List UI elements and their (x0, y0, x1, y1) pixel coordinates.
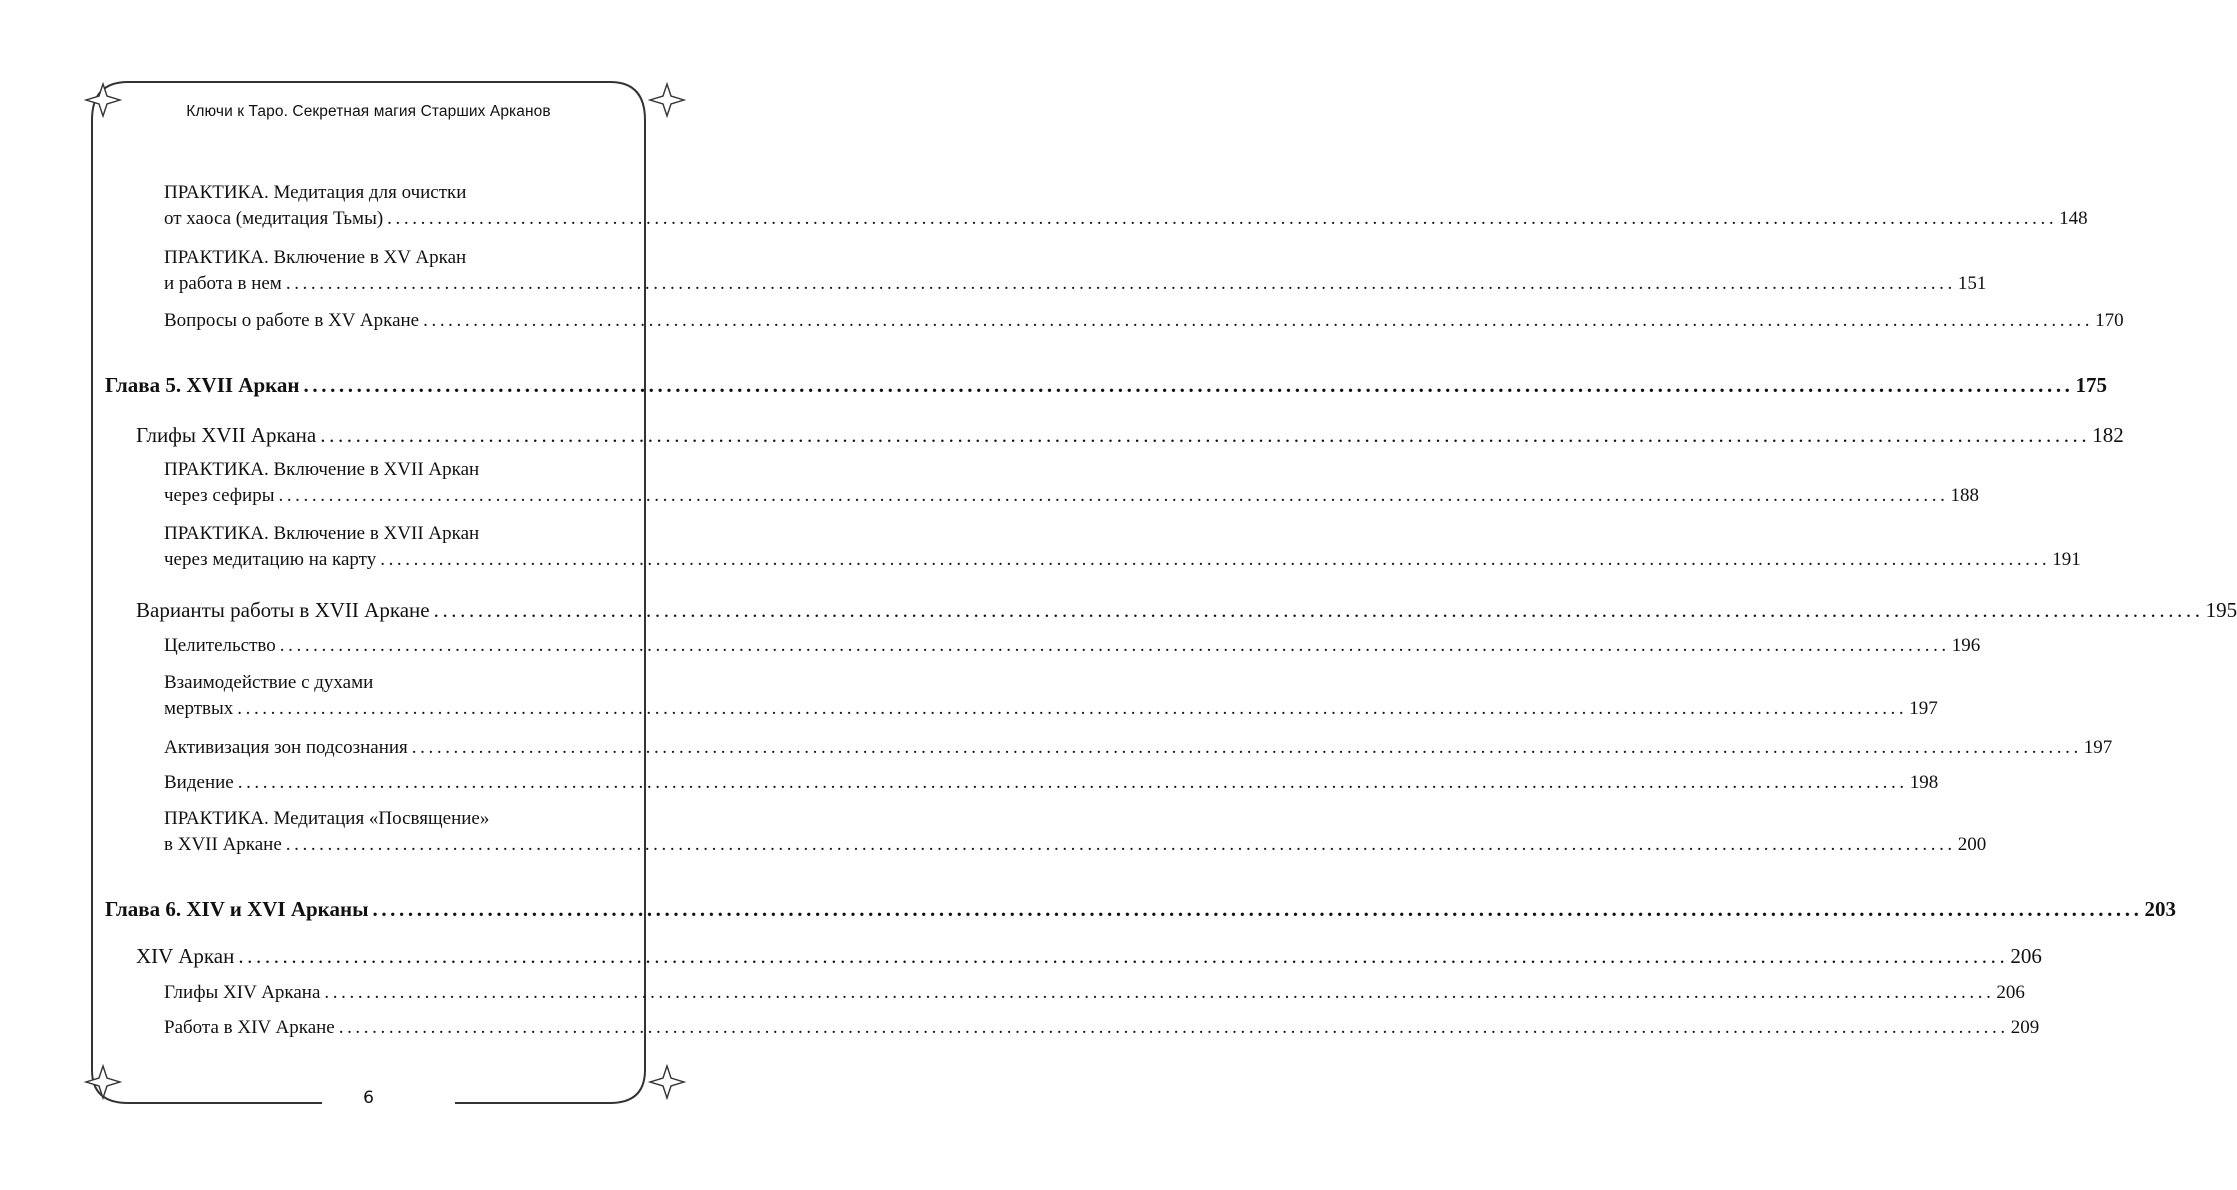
toc-entry-title: Глава 5. XVII Аркан (105, 373, 300, 397)
toc-page-number: 206 (2010, 944, 2042, 968)
toc-page-number: 148 (2059, 208, 2088, 229)
toc-entry-title: через сефиры (164, 485, 275, 506)
toc-entry[interactable] (136, 943, 2042, 969)
toc-page-number: 209 (2010, 1017, 2040, 1038)
toc-page-number: 203 (2144, 897, 2176, 921)
toc-page-number: 206 (1996, 982, 2025, 1003)
toc-page-number: 170 (2095, 310, 2124, 331)
toc-entry-title: Работа в XIV Аркане (164, 1017, 335, 1038)
toc-entry[interactable] (164, 735, 2113, 761)
toc-entry[interactable] (164, 980, 2025, 1006)
toc-page-number: 175 (2075, 373, 2108, 397)
toc-entry[interactable] (164, 770, 1939, 796)
dot-leader: ........................................................................................................................................................................................................ (303, 373, 2074, 397)
toc-entry-title: Видение (164, 772, 234, 793)
toc-page-number: 198 (1909, 772, 1939, 793)
toc-entry[interactable] (105, 896, 2176, 922)
toc-entry-title: от хаоса (медитация Тьмы) (164, 208, 384, 229)
toc-entry-title: Варианты работы в XVII Аркане (136, 598, 430, 622)
toc-page-number: 197 (1909, 698, 1938, 719)
toc-entry-title: XIV Аркан (136, 944, 235, 968)
toc-entry-title: Вопросы о работе в XV Аркане (164, 310, 420, 331)
dot-leader: ........................................................................................................................................................................................................ (433, 598, 2204, 622)
toc-page-number: 200 (1957, 834, 1987, 855)
toc-page-number: 195 (2205, 598, 2237, 622)
toc-entry[interactable] (164, 180, 2088, 232)
dot-leader: ........................................................................................................................................................................................................ (372, 897, 2143, 921)
toc-page-number: 151 (1957, 273, 1987, 294)
toc-entry-title: мертвых (164, 698, 234, 719)
dot-leader: ........................................................................................................................................................................................................ (237, 698, 1908, 719)
toc-entry-title-line: Взаимодействие с духами (164, 672, 374, 693)
toc-entry-title: и работа в нем (164, 273, 282, 294)
toc-entry-title-line: ПРАКТИКА. Включение в XV Аркан (164, 247, 467, 268)
toc-entry-title-line: ПРАКТИКА. Медитация для очистки (164, 182, 467, 203)
dot-leader: ........................................................................................................................................................................................................ (338, 1017, 2009, 1038)
toc-entry-title-line: ПРАКТИКА. Медитация «Посвящение» (164, 808, 490, 829)
dot-leader: ........................................................................................................................................................................................................ (387, 208, 2058, 229)
dot-leader: ........................................................................................................................................................................................................ (423, 310, 2094, 331)
toc-entry-title: Целительство (164, 635, 276, 656)
toc-entry-title-line: ПРАКТИКА. Включение в XVII Аркан (164, 523, 480, 544)
toc-entry[interactable] (164, 806, 1987, 858)
toc-page-number: 191 (2052, 549, 2081, 570)
dot-leader: ........................................................................................................................................................................................................ (238, 944, 2009, 968)
toc-entry-title-line: ПРАКТИКА. Включение в XVII Аркан (164, 459, 480, 480)
dot-leader: ........................................................................................................................................................................................................ (279, 635, 1950, 656)
toc-entry[interactable] (164, 670, 1938, 722)
toc-entry-title: Глифы XVII Аркана (136, 423, 317, 447)
toc-entry[interactable] (164, 1015, 2040, 1041)
toc-entry-title: Активизация зон подсознания (164, 737, 408, 758)
dot-leader: ........................................................................................................................................................................................................ (285, 273, 1956, 294)
dot-leader: ........................................................................................................................................................................................................ (324, 982, 1995, 1003)
dot-leader: ........................................................................................................................................................................................................ (411, 737, 2082, 758)
running-header: Ключи к Таро. Секретная магия Старших Арканов (186, 103, 551, 120)
toc-entry-title: Глифы XIV Аркана (164, 982, 321, 1003)
decorative-frame (0, 0, 737, 1190)
toc-page-number: 197 (2083, 737, 2113, 758)
toc-entry-title: Глава 6. XIV и XVI Арканы (105, 897, 369, 921)
toc-entry[interactable] (164, 308, 2124, 334)
dot-leader: ........................................................................................................................................................................................................ (237, 772, 1908, 793)
dot-leader: ........................................................................................................................................................................................................ (278, 485, 1949, 506)
toc-entry[interactable] (164, 245, 1987, 297)
toc-page-number: 188 (1950, 485, 1979, 506)
dot-leader: ........................................................................................................................................................................................................ (380, 549, 2051, 570)
dot-leader: ........................................................................................................................................................................................................ (320, 423, 2091, 447)
toc-page-number: 196 (1951, 635, 1981, 656)
page-number: 6 (363, 1088, 374, 1108)
toc-entry[interactable] (136, 422, 2124, 448)
toc-entry[interactable] (164, 457, 1979, 509)
dot-leader: ........................................................................................................................................................................................................ (285, 834, 1956, 855)
toc-entry-title: через медитацию на карту (164, 549, 377, 570)
toc-entry[interactable] (164, 633, 1981, 659)
toc-entry[interactable] (105, 372, 2108, 398)
toc-entry-title: в XVII Аркане (164, 834, 282, 855)
toc-page-number: 182 (2092, 423, 2124, 447)
toc-entry[interactable] (136, 597, 2237, 623)
toc-entry[interactable] (164, 521, 2081, 573)
